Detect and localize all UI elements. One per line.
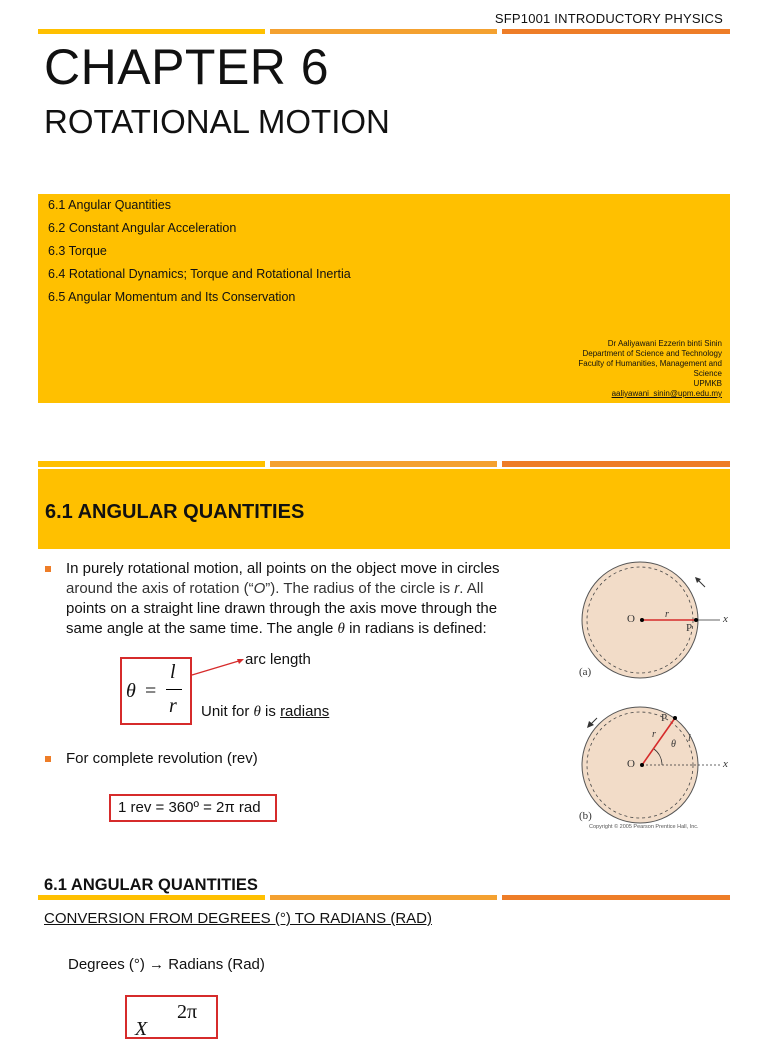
divider-bar-orange [502, 461, 730, 467]
divider-bar-orange-light [270, 461, 497, 467]
para-line: around the axis of rotation (“O”). The radius of the circle is r. All [66, 580, 484, 597]
toc-item[interactable]: 6.4 Rotational Dynamics; Torque and Rotational Inertia [48, 267, 351, 281]
toc-item[interactable]: 6.2 Constant Angular Acceleration [48, 221, 237, 235]
fig-copyright: Copyright © 2005 Pearson Prentice Hall, Inc. [589, 824, 699, 830]
fig-b-x: x [723, 758, 728, 770]
theta-equation-box [120, 657, 192, 725]
author-block [532, 339, 722, 399]
bullet-marker [45, 566, 51, 572]
arc-length-label: arc length [245, 651, 311, 668]
fig-a-label: (a) [579, 666, 592, 678]
sec2-bar-orange-light [270, 895, 497, 900]
degrees-to-radians: Degrees (°) → Radians (Rad) [68, 956, 265, 973]
fig-b-P: P [661, 712, 668, 724]
fig-b-r: r [652, 729, 656, 740]
conv-x: X [135, 1018, 148, 1040]
revolution-bullet: For complete revolution (rev) [66, 750, 258, 767]
fig-b-l: l [688, 733, 691, 744]
fig-a-P: P [686, 622, 693, 634]
author-faculty: Faculty of Humanities, Management and [578, 359, 722, 368]
para-line: points on a straight line drawn through the axis move through the [66, 600, 498, 617]
top-bar-orange-light [270, 29, 497, 34]
sec2-bar-yellow [38, 895, 265, 900]
definition-paragraph [66, 559, 541, 639]
top-bar-yellow [38, 29, 265, 34]
eq-fraction-line [166, 689, 182, 690]
section2-title: 6.1 ANGULAR QUANTITIES [44, 876, 258, 894]
section-title: 6.1 ANGULAR QUANTITIES [45, 501, 305, 523]
eq-denominator: r [169, 695, 177, 717]
conversion-heading: CONVERSION FROM DEGREES (°) TO RADIANS (RAD) [44, 910, 432, 927]
rev-equation: 1 rev = 360º = 2π rad [118, 799, 261, 816]
rev-equation-box [109, 794, 277, 822]
fig-a-r: r [665, 609, 669, 620]
course-code: SFP1001 INTRODUCTORY PHYSICS [494, 11, 723, 26]
top-bar-orange [502, 29, 730, 34]
author-faculty2: Science [693, 369, 722, 378]
eq-numerator: l [170, 661, 176, 683]
fig-a-O: O [627, 613, 635, 625]
para-line: same angle at the same time. The angle θ in radians is defined: [66, 620, 487, 637]
author-dept: Department of Science and Technology [582, 349, 722, 358]
bullet-marker [45, 756, 51, 762]
rotation-figure [570, 550, 740, 840]
conversion-equation-box [125, 995, 218, 1039]
author-campus: UPMKB [693, 379, 722, 388]
fig-b-theta: θ [671, 739, 676, 750]
eq-theta: θ [126, 680, 136, 702]
author-name: Dr Aaliyawani Ezzerin binti Sinin [607, 339, 722, 348]
unit-line: Unit for θ is radians [201, 703, 330, 720]
eq-equals: = [145, 680, 157, 702]
fig-b-label: (b) [579, 810, 592, 822]
toc-item[interactable]: 6.5 Angular Momentum and Its Conservation [48, 290, 296, 304]
sec2-bar-orange [502, 895, 730, 900]
toc-item[interactable]: 6.3 Torque [48, 244, 107, 258]
arc-length-arrow [188, 655, 248, 679]
divider-bar-yellow [38, 461, 265, 467]
conv-numerator: 2π [177, 1001, 198, 1023]
toc-box [38, 194, 730, 403]
section-banner [38, 469, 730, 549]
fig-a-x: x [723, 613, 728, 625]
fig-b-O: O [627, 758, 635, 770]
author-email-link[interactable]: aaliyawani_sinin@upm.edu.my [611, 389, 722, 398]
chapter-title: CHAPTER 6 [44, 39, 330, 95]
toc-item[interactable]: 6.1 Angular Quantities [48, 198, 171, 212]
chapter-subtitle: ROTATIONAL MOTION [44, 103, 390, 140]
para-line: In purely rotational motion, all points on the object move in circles [66, 560, 500, 577]
